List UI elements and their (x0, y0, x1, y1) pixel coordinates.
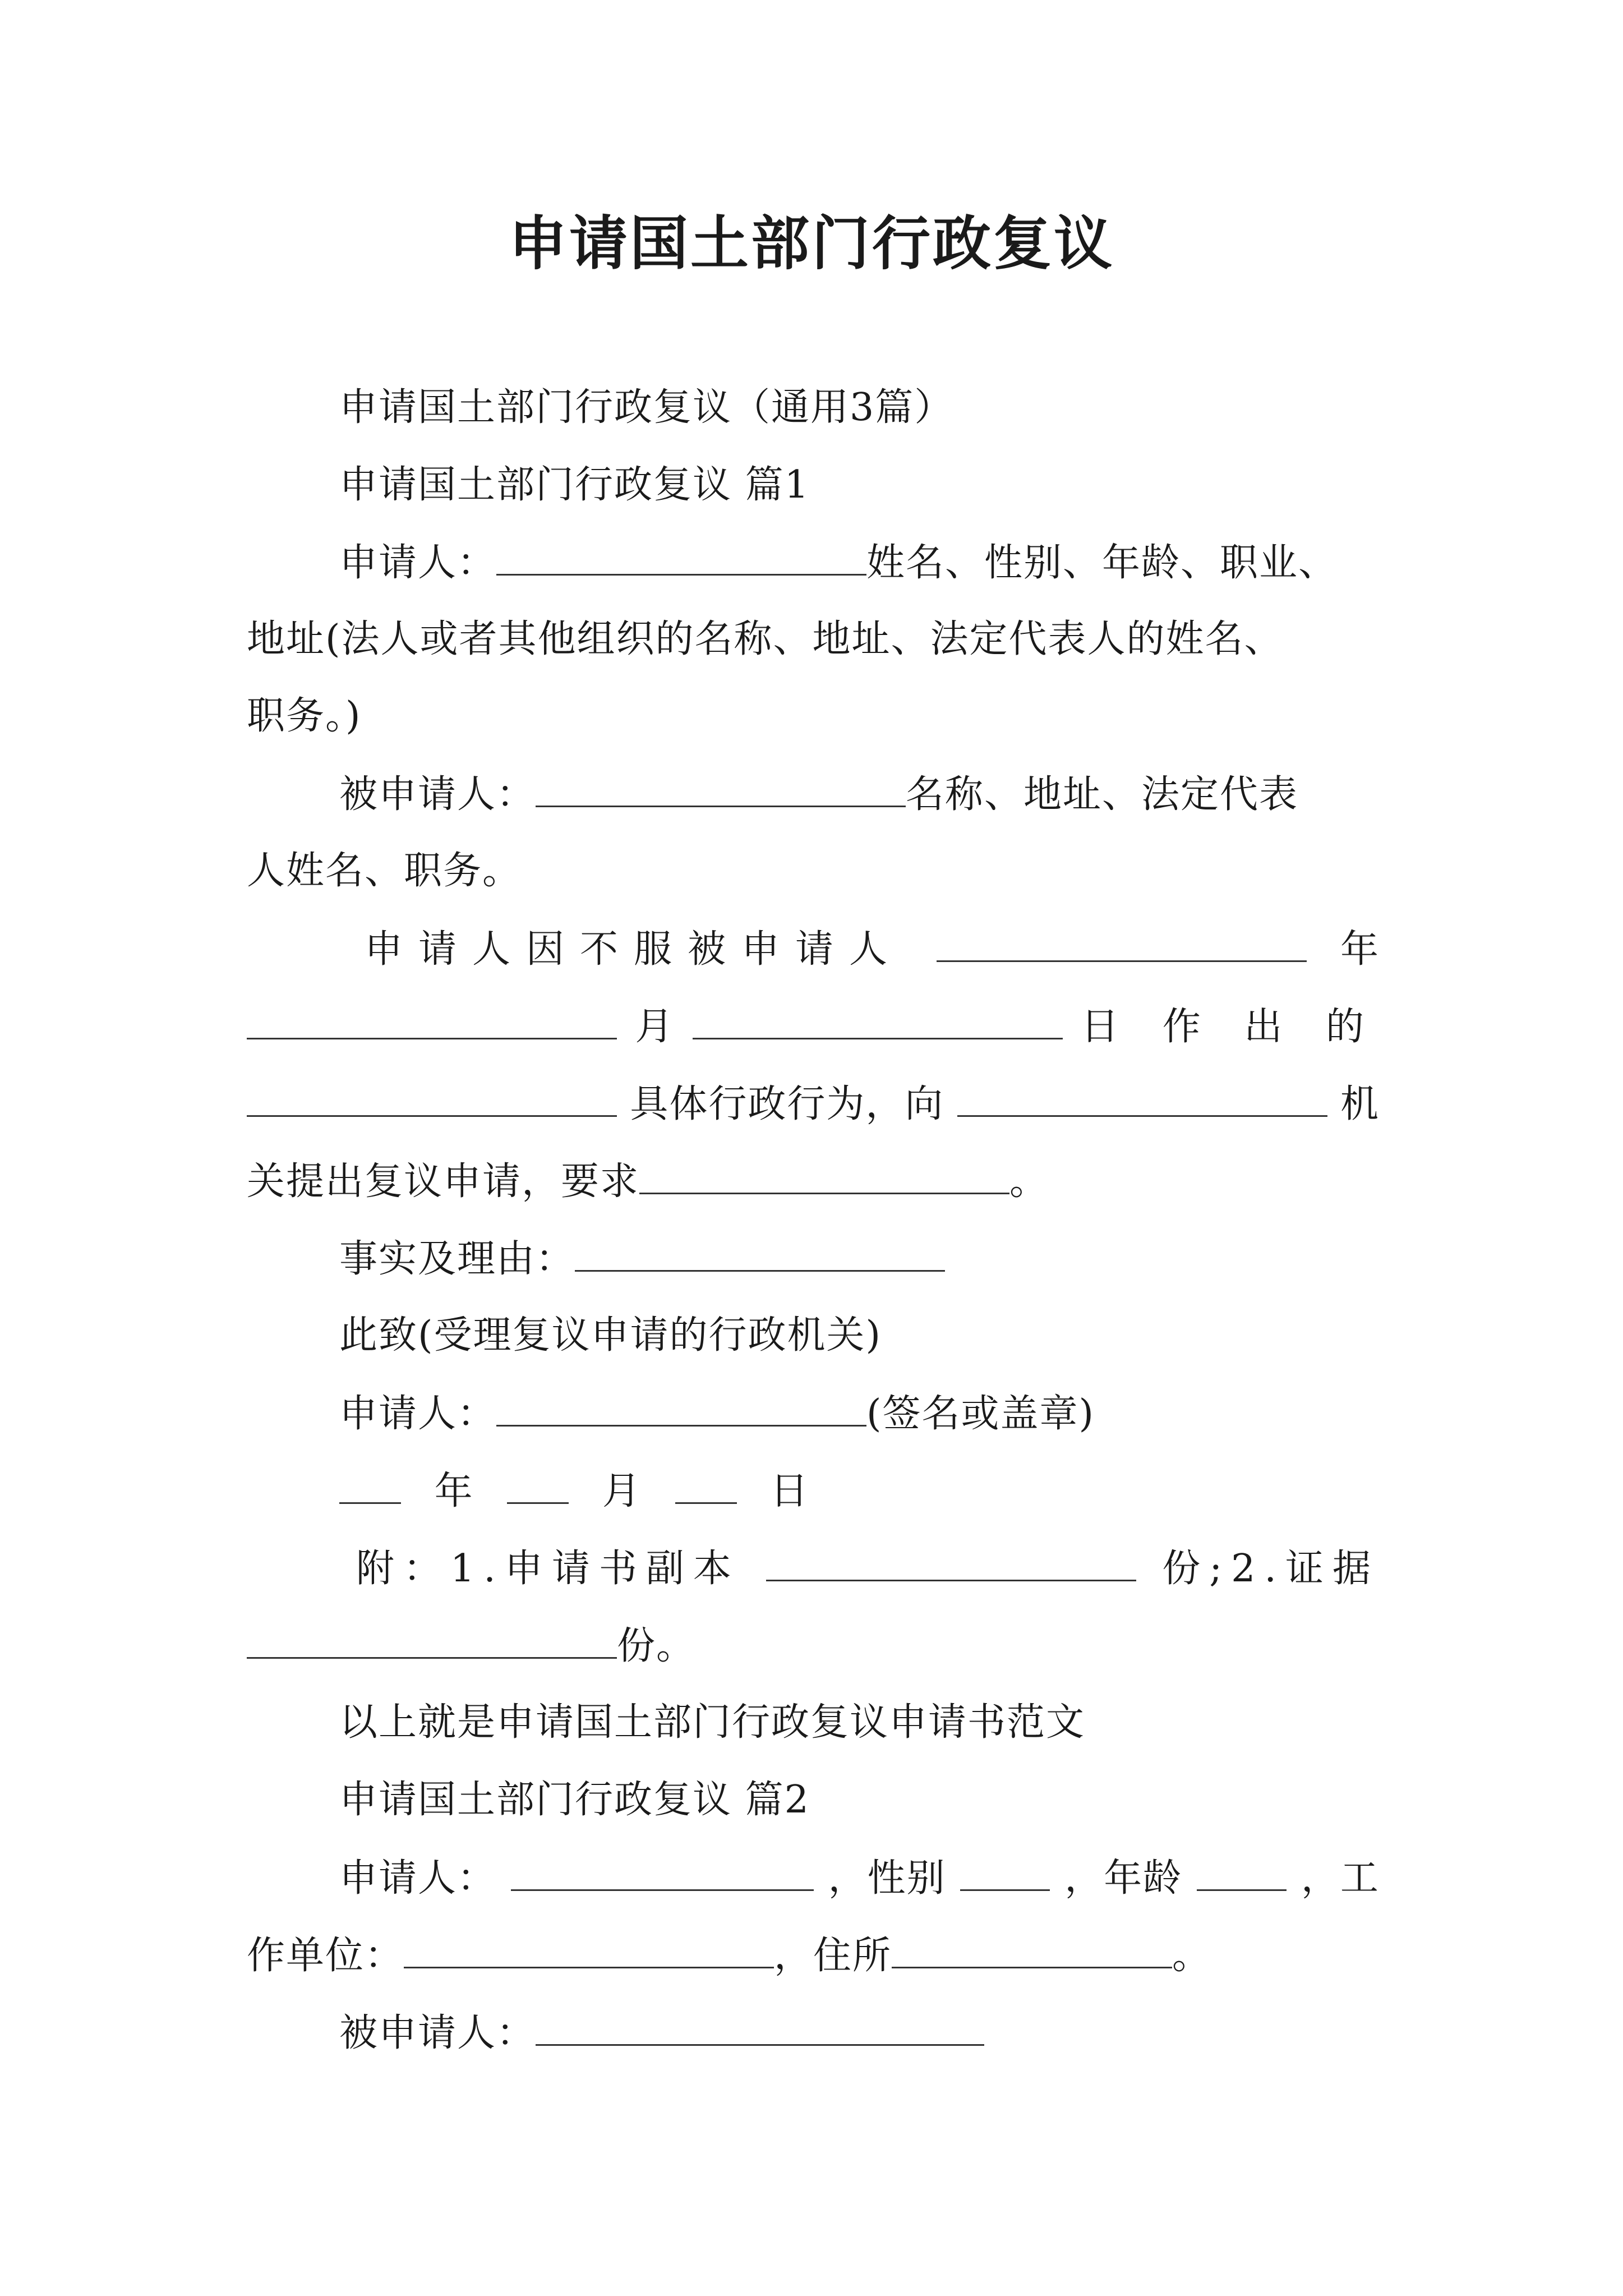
part2-age-blank (1197, 1852, 1287, 1891)
attachment-line-2 (247, 1620, 695, 1672)
claim-year-label: 年 (1340, 927, 1380, 972)
claim-text-a: 申请人因不服被申请人 (365, 927, 903, 972)
signature-line (339, 1388, 1095, 1439)
attachment-text-b: 份;2.证据 (1162, 1547, 1380, 1591)
part2-residence-label: ，住所 (774, 1934, 892, 1978)
date-year-blank (339, 1465, 401, 1504)
date-line (339, 1465, 829, 1517)
document-subtitle: 申请国土部门行政复议（通用3篇） (339, 385, 954, 430)
applicant-hint-line-3: 职务。) (247, 694, 362, 738)
date-day-label: 日 (770, 1469, 810, 1513)
claim-line-2 (247, 1001, 1380, 1052)
claim-day-blank (693, 1001, 1063, 1039)
part2-applicant-line (339, 1852, 1380, 1904)
facts-label: 事实及理由： (339, 1237, 575, 1281)
claim-month-blank (247, 1001, 617, 1039)
date-day-blank (675, 1465, 737, 1504)
applicant-hint: 姓名、性别、年龄、职业、 (866, 541, 1338, 585)
claim-act-blank (247, 1078, 617, 1117)
claim-month-label: 月 (635, 1005, 675, 1049)
respondent-label: 被申请人： (339, 772, 536, 817)
applicant-blank (496, 537, 866, 576)
respondent-hint: 名称、地址、法定代表 (906, 772, 1299, 817)
claim-day-made: 日 作 出 的 (1081, 1005, 1380, 1049)
applicant-hint-line-2: 地址(法人或者其他组织的名称、地址、法定代表人的姓名、 (247, 617, 1284, 661)
part2-age-label: ，年龄 (1064, 1856, 1183, 1901)
attachment-text-a: 附：1.申请书副本 (356, 1547, 740, 1591)
part2-gender-blank (960, 1852, 1050, 1891)
part2-applicant-label: 申请人： (339, 1856, 497, 1901)
claim-request-blank (639, 1156, 1009, 1194)
claim-specific-act: 具体行政行为，向 (630, 1082, 944, 1126)
claim-line-4 (247, 1156, 1049, 1207)
part2-work-label: 作单位： (247, 1934, 404, 1978)
part2-respondent-label: 被申请人： (339, 2011, 536, 2055)
part2-respondent-blank (536, 2007, 984, 2046)
signature-hint: (签名或盖章) (866, 1392, 1095, 1436)
claim-line-3 (247, 1078, 1380, 1130)
applicant-label: 申请人： (339, 541, 497, 585)
claim-end: 。 (1009, 1159, 1049, 1204)
attachment-line-1 (356, 1543, 1380, 1594)
claim-year-blank (937, 923, 1307, 962)
part1-respondent-line (339, 769, 1298, 820)
part2-residence-blank (892, 1930, 1172, 1968)
part2-gender-label: ，性别 (828, 1856, 946, 1901)
part2-work-line (247, 1930, 1211, 1981)
claim-organ-label: 机 (1340, 1082, 1380, 1126)
claim-line-1 (365, 923, 1380, 975)
part2-work-blank (404, 1930, 774, 1968)
addressee-line: 此致(受理复议申请的行政机关) (339, 1313, 882, 1358)
signature-label: 申请人： (339, 1392, 497, 1436)
part2-work-a: ，工 (1301, 1856, 1380, 1901)
part2-applicant-blank (511, 1852, 814, 1891)
claim-organ-blank (957, 1078, 1327, 1117)
facts-line (339, 1233, 945, 1285)
signature-blank (496, 1388, 866, 1427)
part2-respondent-line (339, 2007, 984, 2059)
facts-blank (575, 1233, 945, 1272)
claim-text-b: 关提出复议申请，要求 (247, 1159, 640, 1204)
page-title: 申请国土部门行政复议 (508, 209, 1114, 278)
attachment-copy-blank (766, 1543, 1136, 1581)
closing-line: 以上就是申请国土部门行政复议申请书范文 (339, 1700, 1086, 1745)
part1-applicant-line (339, 537, 1338, 588)
respondent-blank (536, 769, 906, 807)
respondent-hint-line-2: 人姓名、职务。 (247, 849, 522, 893)
date-month-label: 月 (602, 1469, 642, 1513)
date-month-blank (507, 1465, 569, 1504)
attachment-text-c: 份。 (617, 1624, 696, 1668)
part1-heading: 申请国土部门行政复议 篇1 (339, 463, 810, 507)
date-year-label: 年 (434, 1469, 474, 1513)
attachment-evidence-blank (247, 1620, 617, 1659)
part2-end: 。 (1172, 1934, 1212, 1978)
part2-heading: 申请国土部门行政复议 篇2 (339, 1778, 810, 1822)
